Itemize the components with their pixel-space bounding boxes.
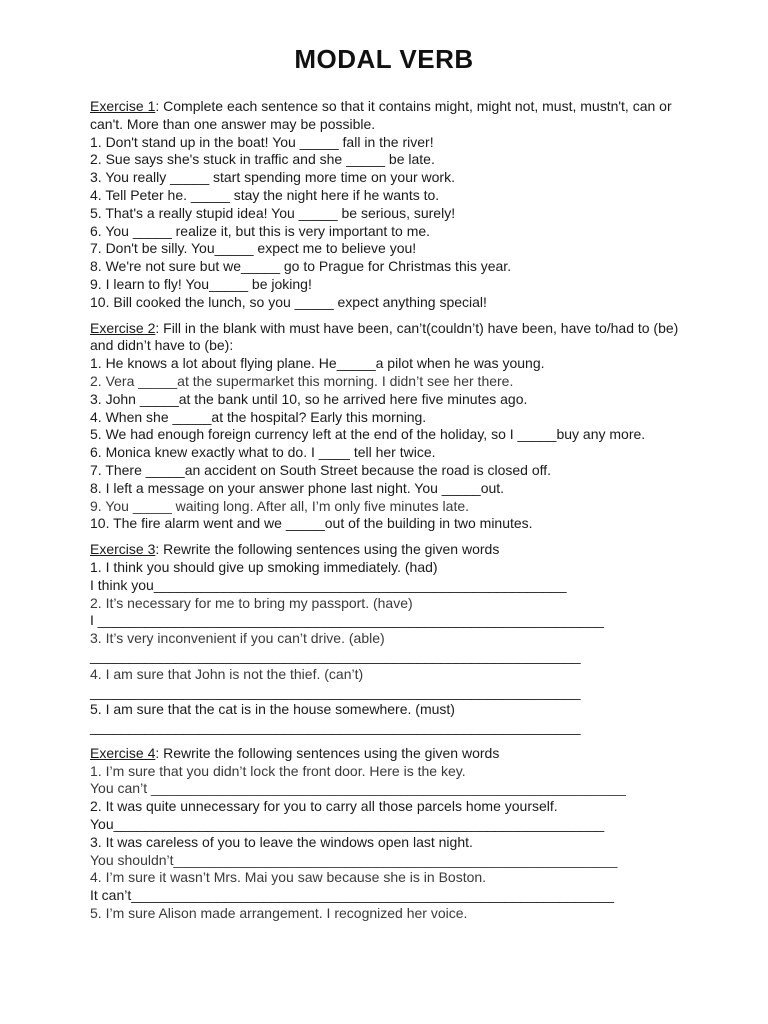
exercise-3-line: 2. It’s necessary for me to bring my passport. (have) [90, 594, 413, 611]
exercise-1-item: 5. That's a really stupid idea! You _____ be serious, surely! [90, 204, 456, 221]
exercise-2-item: 10. The fire alarm went and we _____out of the building in two minutes. [90, 515, 533, 532]
exercise-3-instruction [90, 541, 690, 559]
exercise-1-item: 3. You really _____ start spending more time on your work. [90, 169, 455, 186]
exercise-2-label: Exercise 2 [90, 319, 156, 336]
exercise-1-item: 7. Don't be silly. You_____ expect me to believe you! [90, 240, 417, 257]
exercise-1-item: 10. Bill cooked the lunch, so you _____ expect anything special! [90, 293, 487, 310]
exercise-3-answer-line: _______________________________________________________________ [90, 719, 581, 736]
exercise-2-item: 6. Monica knew exactly what to do. I ____ tell her twice. [90, 444, 436, 461]
exercise-2-item: 8. I left a message on your answer phone last night. You _____out. [90, 479, 505, 496]
exercise-4-answer-line: You_______________________________________________________________ [90, 816, 605, 833]
exercise-2-instruction [90, 320, 690, 356]
exercise-3-line: 1. I think you should give up smoking immediately. (had) [90, 558, 438, 575]
exercise-1-instruction [90, 98, 690, 134]
exercise-2-item: 7. There _____an accident on South Street because the road is closed off. [90, 461, 552, 478]
exercise-2-item: 3. John _____at the bank until 10, so he arrived here five minutes ago. [90, 390, 528, 407]
exercise-3-line: 4. I am sure that John is not the thief. (can’t) [90, 665, 364, 682]
exercise-2 [90, 320, 690, 534]
exercise-3-line: 3. It’s very inconvenient if you can’t drive. (able) [90, 630, 385, 647]
exercise-2-item: 4. When she _____at the hospital? Early this morning. [90, 408, 427, 425]
exercise-4-line: 1. I’m sure that you didn’t lock the front door. Here is the key. [90, 762, 466, 779]
exercise-4-line: 2. It was quite unnecessary for you to carry all those parcels home yourself. [90, 798, 558, 815]
exercise-2-item: 9. You _____ waiting long. After all, I’m only five minutes late. [90, 497, 470, 514]
exercise-4-instruction-text: : Rewrite the following sentences using the given words [155, 744, 500, 761]
exercise-3 [90, 541, 690, 737]
exercise-1-item: 4. Tell Peter he. _____ stay the night here if he wants to. [90, 186, 440, 203]
exercise-3-line: 5. I am sure that the cat is in the house somewhere. (must) [90, 701, 455, 718]
exercise-2-instruction-text: : Fill in the blank with must have been, can’t(couldn’t) have been, have to/had to (be) and didn’t have to (be): [90, 319, 679, 354]
exercise-4-answer-line: You can’t _____________________________________________________________ [90, 780, 626, 797]
exercise-1-item: 9. I learn to fly! You_____ be joking! [90, 275, 312, 292]
exercise-2-item: 5. We had enough foreign currency left at the end of the holiday, so I _____buy any more. [90, 426, 646, 443]
exercise-2-item: 2. Vera _____at the supermarket this morning. I didn’t see her there. [90, 372, 514, 389]
exercise-4 [90, 745, 690, 923]
exercise-4-answer-line: You shouldn’t_________________________________________________________ [90, 851, 618, 868]
exercise-4-line: 4. I’m sure it wasn’t Mrs. Mai you saw because she is in Boston. [90, 869, 487, 886]
exercise-3-answer-line: _______________________________________________________________ [90, 647, 581, 664]
exercise-3-answer-line: I think you_____________________________________________________ [90, 576, 567, 593]
exercise-1-item: 8. We're not sure but we_____ go to Prague for Christmas this year. [90, 258, 512, 275]
exercise-1-item: 2. Sue says she's stuck in traffic and she _____ be late. [90, 151, 435, 168]
exercise-3-label: Exercise 3 [90, 541, 156, 558]
exercise-2-item: 1. He knows a lot about flying plane. He_____a pilot when he was young. [90, 355, 545, 372]
exercise-4-answer-line: It can’t______________________________________________________________ [90, 887, 614, 904]
exercise-4-label: Exercise 4 [90, 744, 156, 761]
exercise-4-instruction [90, 745, 690, 763]
exercise-4-line: 5. I’m sure Alison made arrangement. I recognized her voice. [90, 905, 468, 922]
exercise-1 [90, 98, 690, 312]
exercise-3-answer-line: _______________________________________________________________ [90, 683, 581, 700]
exercise-3-answer-line: I _________________________________________________________________ [90, 612, 604, 629]
exercise-4-line: 3. It was careless of you to leave the windows open last night. [90, 833, 473, 850]
exercise-1-instruction-text: : Complete each sentence so that it contains might, might not, must, mustn't, can or can't. More than one answer may be possible. [90, 98, 672, 132]
exercise-1-item: 6. You _____ realize it, but this is very important to me. [90, 222, 431, 239]
worksheet-content [90, 98, 690, 931]
exercise-1-item: 1. Don't stand up in the boat! You _____ fall in the river! [90, 133, 434, 150]
page-title: MODAL VERB [294, 44, 474, 74]
exercise-1-label: Exercise 1 [90, 98, 156, 114]
exercise-3-instruction-text: : Rewrite the following sentences using the given words [155, 541, 500, 558]
